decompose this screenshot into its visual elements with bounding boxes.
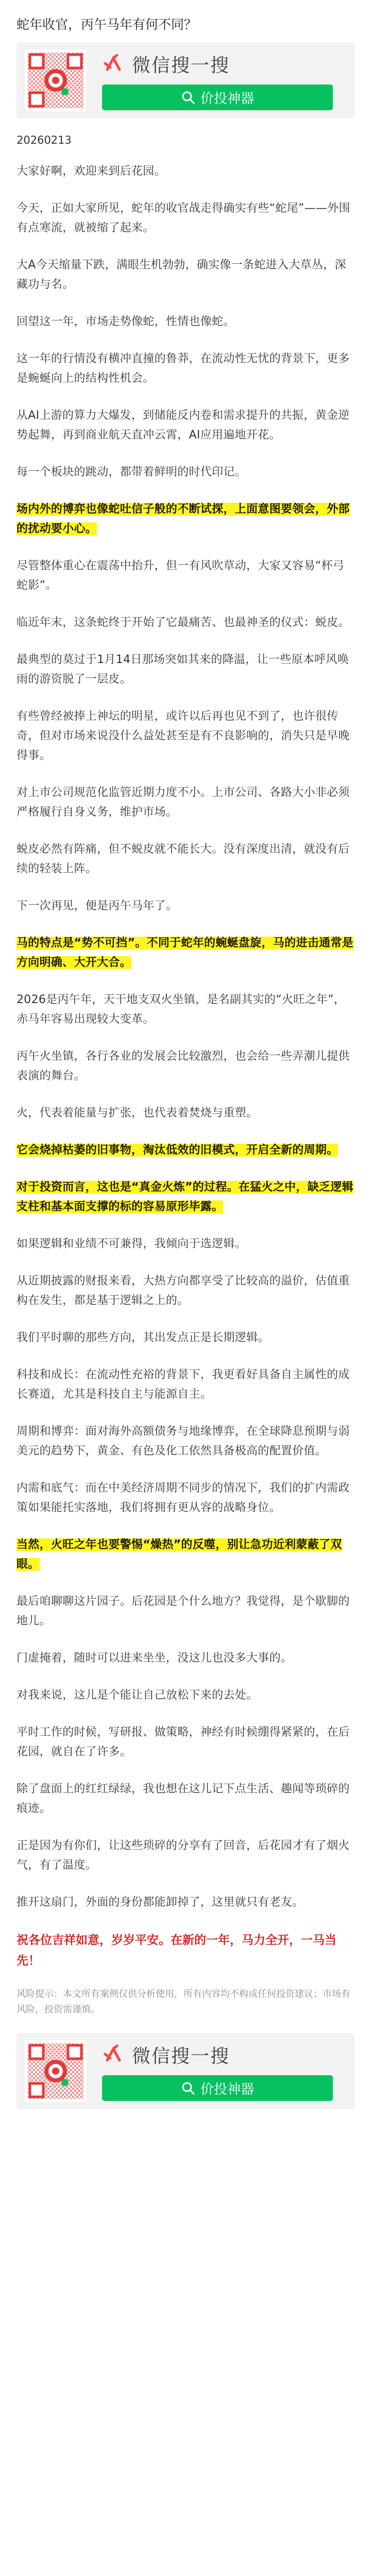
paragraph-text: 我们平时聊的那些方向，其出发点正是长期逻辑。 (16, 1331, 269, 1344)
paragraph-text: 尽管整体重心在震荡中抬升，但一有风吹草动，大家又容易“杯弓蛇影”。 (16, 560, 345, 592)
article-paragraph (16, 1272, 355, 1311)
highlighted-text: 它会烧掉枯萎的旧事物，淘汰低效的旧模式，开启全新的周期。 (16, 1144, 339, 1157)
paragraph-text: 有些曾经被捧上神坛的明星，或许以后再也见不到了，也许很传奇，但对市场来说没什么益处甚至是有不良影响的，消失只是早晚得事。 (16, 710, 350, 762)
article-paragraph (16, 349, 355, 388)
banner-right-bottom (102, 2041, 346, 2101)
article-paragraph (16, 312, 355, 332)
article-paragraph (16, 783, 355, 822)
paragraph-text: 门虚掩着，随时可以进来坐坐，没这儿也没多大事的。 (16, 1652, 293, 1665)
paragraph-text: 下一次再见，便是丙午马年了。 (16, 900, 178, 912)
article-paragraph (16, 1178, 355, 1217)
article-paragraph (16, 990, 355, 1029)
article-paragraph (16, 1686, 355, 1705)
article-paragraph (16, 1328, 355, 1348)
banner-right (102, 50, 346, 110)
paragraph-list (16, 162, 355, 1912)
paragraph-text: 2026是丙午年，天干地支双火坐镇，是名副其实的“火旺之年”，赤马年容易出现较大变革。 (16, 993, 346, 1026)
paragraph-text: 丙午火坐镇，各行各业的发展会比较激烈，也会给一些弄潮儿提供表演的舞台。 (16, 1050, 350, 1082)
article-paragraph (16, 500, 355, 539)
paragraph-text: 推开这扇门，外面的身份都能卸掉了，这里就只有老友。 (16, 1896, 304, 1909)
wechat-search-icon (102, 2043, 126, 2066)
highlighted-text: 马的特点是“势不可挡”。不同于蛇年的蜿蜒盘旋，马的进击通常是方向明确、大开大合。 (16, 937, 353, 969)
article-paragraph (16, 162, 355, 181)
paragraph-text: 每一个板块的跳动，都带着鲜明的时代印记。 (16, 466, 247, 479)
brand-row-bottom (102, 2041, 230, 2068)
search-icon (181, 90, 195, 105)
search-button[interactable] (102, 84, 333, 110)
paragraph-text: 从近期披露的财报来看，大热方向都享受了比较高的溢价，估值重构在发生，都是基于逻辑之上的。 (16, 1275, 350, 1307)
wechat-search-icon (102, 52, 126, 76)
article-paragraph (16, 1723, 355, 1762)
article-paragraph (16, 1141, 355, 1160)
paragraph-text: 内需和底气：而在中美经济周期不同步的情况下，我们的扩内需政策如果能托实落地，我们将拥有更从容的战略身位。 (16, 1482, 350, 1514)
paragraph-text: 临近年末，这条蛇终于开始了它最痛苦、也最神圣的仪式：蜕皮。 (16, 616, 350, 629)
search-icon (181, 2081, 195, 2095)
article-paragraph (16, 1535, 355, 1574)
article-paragraph (16, 840, 355, 879)
search-banner-bottom[interactable] (16, 2033, 355, 2109)
paragraph-text: 从AI上游的算力大爆发，到储能反内卷和需求提升的共振，黄金逆势起舞，再到商业航天直冲云霄，AI应用遍地开花。 (16, 409, 350, 442)
article-paragraph (16, 707, 355, 766)
paragraph-text: 大家好啊，欢迎来到后花园。 (16, 165, 166, 178)
article-paragraph (16, 556, 355, 596)
paragraph-text: 火，代表着能量与扩张，也代表着焚烧与重塑。 (16, 1107, 258, 1120)
paragraph-text: 蜕皮必然有阵痛，但不蜕皮就不能长大。没有深度出清，就没有后续的轻装上阵。 (16, 843, 350, 875)
brand-text-bottom: 微信搜一搜 (132, 2045, 230, 2067)
search-banner-top[interactable] (16, 42, 355, 118)
paragraph-text: 对上市公司规范化监管近期力度不小。上市公司、各路大小非必须严格履行自身义务，维护市场。 (16, 786, 350, 819)
article-page (0, 15, 371, 2109)
search-button-label-bottom: 价投神器 (200, 2081, 254, 2097)
paragraph-text: 对我来说，这儿是个能让自己放松下来的去处。 (16, 1689, 258, 1702)
paragraph-text: 正是因为有你们，让这些琐碎的分享有了回音，后花园才有了烟火气，有了温度。 (16, 1839, 350, 1872)
article-paragraph (16, 1479, 355, 1518)
highlighted-text: 场内外的博弈也像蛇吐信子般的不断试探，上面意图要领会，外部的扰动要小心。 (16, 503, 350, 535)
article-paragraph (16, 650, 355, 689)
article-paragraph (16, 1836, 355, 1875)
article-paragraph (16, 1104, 355, 1123)
article-paragraph (16, 463, 355, 482)
article-paragraph (16, 1365, 355, 1404)
article-paragraph (16, 199, 355, 238)
risk-note: 风险提示：本文所有案例仅供分析使用，所有内容均不构成任何投资建议；市场有风险，投资需谨慎。 (16, 1989, 350, 2015)
article-paragraph (16, 1649, 355, 1668)
article-title: 蛇年收官，丙午马年有何不同？ (16, 17, 197, 32)
article-paragraph (16, 406, 355, 445)
article-paragraph (16, 1422, 355, 1461)
article-paragraph (16, 1780, 355, 1819)
qr-code (25, 49, 87, 111)
article-paragraph (16, 896, 355, 916)
article-date: 20260213 (16, 134, 72, 146)
highlighted-text: 当然，火旺之年也要警惕“燥热”的反噬，别让急功近利蒙蔽了双眼。 (16, 1538, 342, 1571)
article-paragraph (16, 1592, 355, 1631)
paragraph-text: 今天，正如大家所见，蛇年的收官战走得确实有些“蛇尾”——外围有点寒流，就被缩了起来。 (16, 202, 350, 234)
paragraph-text: 如果逻辑和业绩不可兼得，我倾向于选逻辑。 (16, 1238, 247, 1250)
paragraph-text: 大A今天缩量下跌，满眼生机勃勃，确实像一条蛇进入大草丛，深藏功与名。 (16, 259, 346, 291)
closing-wishes: 祝各位吉祥如意，岁岁平安。在新的一年，马力全开，一马当先！ (16, 1934, 336, 1968)
highlighted-text: 对于投资而言，这也是“真金火炼”的过程。在猛火之中，缺乏逻辑支柱和基本面支撑的标的容易原形毕露。 (16, 1181, 353, 1213)
paragraph-text: 最典型的莫过于1月14日那场突如其来的降温，让一些原本呼风唤雨的游资脱了一层皮。 (16, 653, 349, 686)
article-paragraph (16, 613, 355, 633)
search-button-label: 价投神器 (200, 91, 254, 107)
brand-text: 微信搜一搜 (132, 55, 230, 76)
article-paragraph (16, 1234, 355, 1254)
qr-code-bottom (25, 2040, 87, 2102)
paragraph-text: 除了盘面上的红红绿绿，我也想在这儿记下点生活、趣闻等琐碎的痕迹。 (16, 1783, 350, 1815)
paragraph-text: 回望这一年，市场走势像蛇，性情也像蛇。 (16, 315, 235, 328)
paragraph-text: 科技和成长：在流动性充裕的背景下，我更看好具备自主属性的成长赛道，尤其是科技自主与能源自主。 (16, 1368, 350, 1401)
article-paragraph (16, 256, 355, 295)
article-paragraph (16, 1047, 355, 1086)
paragraph-text: 这一年的行情没有横冲直撞的鲁莽，在流动性无忧的背景下，更多是蜿蜒向上的结构性机会。 (16, 352, 350, 385)
article-paragraph (16, 934, 355, 973)
paragraph-text: 平时工作的时候，写研报、做策略，神经有时候绷得紧紧的，在后花园，就自在了许多。 (16, 1726, 350, 1758)
search-button-bottom[interactable] (102, 2075, 333, 2101)
article-body (16, 162, 355, 2018)
brand-row (102, 50, 230, 77)
paragraph-text: 周期和博弈：面对海外高额债务与地缘博弈，在全球降息预期与弱美元的趋势下，黄金、有色及化工依然具备极高的配置价值。 (16, 1425, 350, 1458)
article-paragraph (16, 1893, 355, 1912)
paragraph-text: 最后咱聊聊这片园子。后花园是个什么地方？我觉得，是个歇脚的地儿。 (16, 1595, 350, 1628)
